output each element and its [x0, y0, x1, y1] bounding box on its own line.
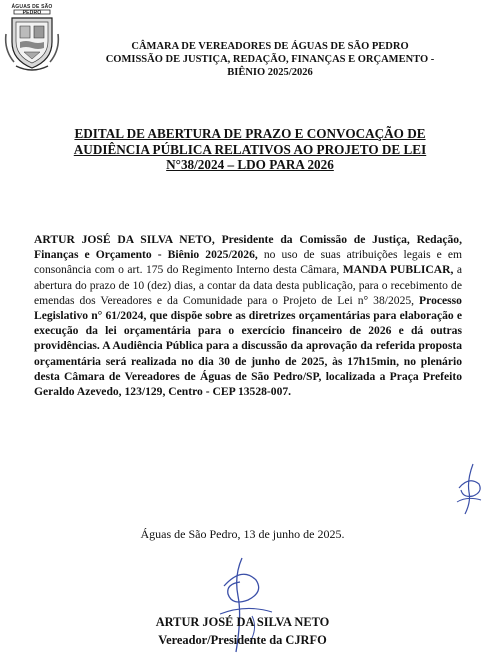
body-deadline: a abertura do prazo de 10 (dez) dias, a contar da data desta publicação, para o recebimento de emendas dos Vereadores e da Comunidade para o Projeto de Lei n° 38/2025, [34, 263, 463, 307]
signatory-name: ARTUR JOSÉ DA SILVA NETO [155, 615, 330, 629]
header-line-1: CÂMARA DE VEREADORES DE ÁGUAS DE SÃO PEDRO [131, 41, 409, 52]
body-order: MANDA PUBLICAR, [342, 263, 454, 277]
margin-initials-signature [453, 462, 485, 518]
body-legal-basis: no uso de suas atribuições legais e em consonância com o art. 175 do Regimento Interno desta Câmara, [34, 248, 463, 277]
header-line-2: COMISSÃO DE JUSTIÇA, REDAÇÃO, FINANÇAS E ORÇAMENTO - [105, 54, 435, 65]
institution-header [70, 40, 470, 79]
dateline: Águas de São Pedro, 13 de junho de 2025. [140, 527, 345, 541]
municipal-crest [4, 4, 60, 74]
body-president-name: ARTUR JOSÉ DA SILVA NETO, [34, 233, 215, 246]
header-line-3: BIÊNIO 2025/2026 [227, 67, 313, 78]
edital-title-line-3: N°38/2024 – LDO PARA 2026 [166, 157, 334, 172]
edital-title [40, 126, 460, 173]
edital-body [34, 232, 462, 399]
crest-label: ÁGUAS DE SÃO PEDRO [11, 4, 53, 16]
edital-title-line-2: AUDIÊNCIA PÚBLICA RELATIVOS AO PROJETO DE LEI [73, 141, 427, 157]
signatory-role: Vereador/Presidente da CJRFO [158, 633, 327, 647]
body-hearing-details: Processo Legislativo n° 61/2024, que dispõe sobre as diretrizes orçamentárias para elaboração e execução da lei orçamentária para o exercício financeiro de 2026 e dá outras providências. A Audiência Pública para a discussão da aprovação da referida proposta orçamentária será realizada no dia 30 de junho de 2025, às 17h15min, no plenário desta Câmara de Vereadores de Águas de São Pedro/SP, localizada a Praça Prefeito Geraldo Azevedo, 123/129, Centro - CEP 13528-007. [34, 293, 462, 399]
body-president-title: Presidente da Comissão de Justiça, Redação, Finanças e Orçamento - Biênio 2025/2026, [34, 233, 462, 262]
edital-title-line-1: EDITAL DE ABERTURA DE PRAZO E CONVOCAÇÃO DE [74, 126, 426, 141]
